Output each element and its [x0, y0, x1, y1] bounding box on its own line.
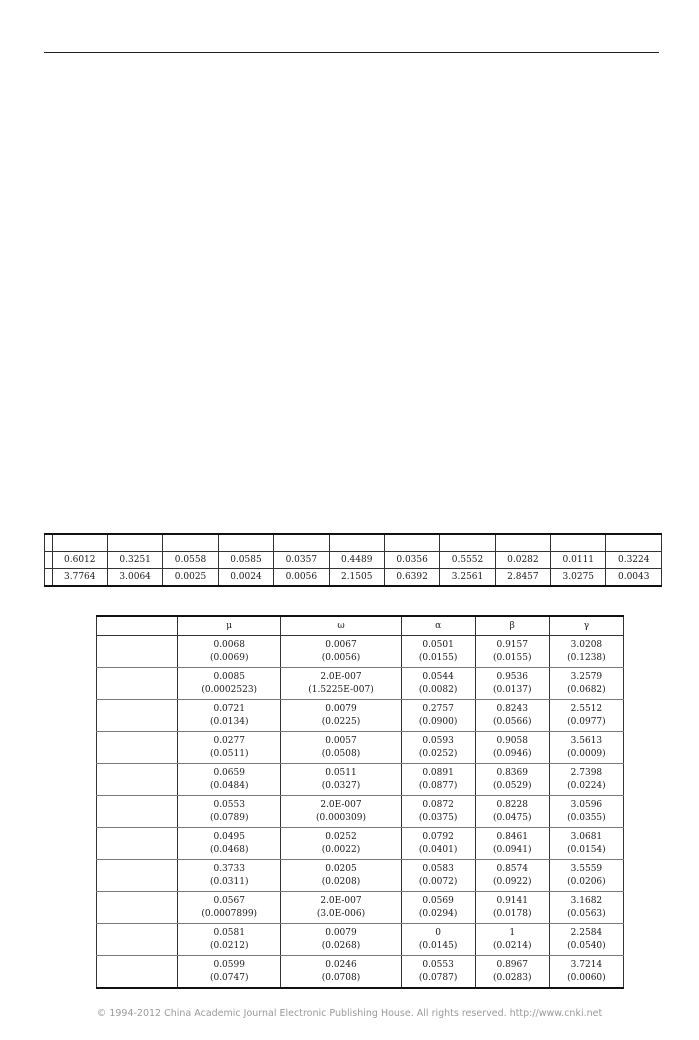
- estimate-value: 0.0277: [213, 735, 245, 746]
- table1-cell: 0.0356: [384, 552, 439, 569]
- table2-cell: [178, 796, 281, 828]
- table2-cell: [549, 732, 623, 764]
- table2-cell: [549, 764, 623, 796]
- text-line: [44, 92, 659, 109]
- standard-error-value: (0.0922): [492, 876, 532, 887]
- standard-error-value: (0.0900): [418, 716, 458, 727]
- table2-cell: [281, 764, 401, 796]
- table2-cell: [549, 892, 623, 924]
- estimate-value: 0.0079: [325, 927, 357, 938]
- table1-cell: 3.2561: [440, 569, 495, 587]
- table2-cell: [401, 764, 475, 796]
- table2-cell: [281, 700, 401, 732]
- table2-cell: [281, 796, 401, 828]
- table1-cell: 0.0043: [606, 569, 662, 587]
- table1-cell: 3.0275: [551, 569, 606, 587]
- standard-error-value: (0.0708): [321, 972, 361, 983]
- table2-row-label: [97, 700, 178, 732]
- bullet-line: [44, 202, 659, 219]
- bullet-line: [44, 219, 659, 236]
- table2-body: [97, 636, 624, 989]
- estimate-value: 0.8369: [496, 767, 528, 778]
- table1-cell: 0.0282: [495, 552, 550, 569]
- table1-cell: 0.0025: [163, 569, 218, 587]
- table2-cell: [475, 860, 549, 892]
- estimate-value: 3.7214: [570, 959, 603, 970]
- table2-cell: [549, 924, 623, 956]
- table1-cell: 3.7764: [52, 569, 107, 587]
- standard-error-value: (0.0268): [321, 940, 361, 951]
- standard-error-value: (0.0475): [492, 812, 532, 823]
- standard-error-value: (0.0007899): [201, 908, 258, 919]
- table2-row-label: [97, 956, 178, 989]
- standard-error-value: (0.0747): [209, 972, 249, 983]
- estimate-value: 2.5512: [570, 703, 603, 714]
- table2-cell: [401, 860, 475, 892]
- table2-cell: [401, 956, 475, 989]
- paragraph-simulation-steps: [44, 136, 659, 252]
- estimate-value: 0.8228: [496, 799, 528, 810]
- standard-error-value: (0.0154): [567, 844, 606, 855]
- table1-column-header: [440, 534, 495, 552]
- table1-cell: 0.3224: [606, 552, 662, 569]
- estimate-value: 3.1682: [570, 895, 603, 906]
- standard-error-value: (0.0283): [492, 972, 532, 983]
- text-line: [44, 186, 659, 203]
- standard-error-value: (0.0072): [418, 876, 458, 887]
- table1-row-label: [45, 552, 53, 569]
- table2-cell: [178, 636, 281, 668]
- estimate-value: 0.9536: [496, 671, 528, 682]
- estimate-value: 3.5559: [570, 863, 603, 874]
- table1-column-header: [329, 534, 384, 552]
- table2-column-header: ω: [281, 616, 401, 636]
- table2-cell: [401, 924, 475, 956]
- table2-cell: [475, 796, 549, 828]
- text-line: [44, 109, 659, 126]
- table2-row-label: [97, 636, 178, 668]
- estimate-value: 0.2757: [422, 703, 454, 714]
- text-line: [44, 136, 659, 153]
- table2-cell: [549, 668, 623, 700]
- standard-error-value: (0.0401): [418, 844, 458, 855]
- table1-header-row: [45, 534, 662, 552]
- table2-cell: [549, 796, 623, 828]
- estimate-value: 0.0511: [325, 767, 357, 778]
- table2-row-label: [97, 860, 178, 892]
- table2: [96, 615, 624, 989]
- table-row: [97, 796, 624, 828]
- standard-error-value: (0.0224): [567, 780, 606, 791]
- table2-cell: [401, 732, 475, 764]
- table2-cell: [475, 700, 549, 732]
- estimate-value: 0.0583: [422, 863, 454, 874]
- table1-column-header: [384, 534, 439, 552]
- estimate-value: 0.0891: [422, 767, 454, 778]
- table2-cell: [475, 668, 549, 700]
- table1-cell: 3.0064: [107, 569, 162, 587]
- table2-row-label: [97, 796, 178, 828]
- table2-cell: [475, 828, 549, 860]
- table-row: [97, 828, 624, 860]
- paragraph-empirical-study: [44, 357, 659, 473]
- table1-cell: 0.6012: [52, 552, 107, 569]
- table2-cell: [549, 700, 623, 732]
- standard-error-value: (0.0484): [209, 780, 249, 791]
- estimate-value: 0.8574: [496, 863, 528, 874]
- estimate-value: 0.0246: [325, 959, 357, 970]
- text-line: [44, 235, 659, 252]
- table2-cell: [549, 828, 623, 860]
- table1-column-header: [52, 534, 107, 552]
- standard-error-value: (0.0069): [209, 652, 249, 663]
- table2-row-label: [97, 892, 178, 924]
- standard-error-value: (0.0206): [567, 876, 606, 887]
- table2-column-header: μ: [178, 616, 281, 636]
- standard-error-value: (0.0563): [567, 908, 606, 919]
- running-header: [44, 36, 659, 53]
- table2-cell: [281, 668, 401, 700]
- text-line: [44, 575, 659, 592]
- estimate-value: 0.0501: [422, 639, 454, 650]
- estimate-value: 2.0E-007: [320, 895, 362, 906]
- standard-error-value: (0.0375): [418, 812, 458, 823]
- table1-cell: 2.8457: [495, 569, 550, 587]
- table2-cell: [178, 732, 281, 764]
- standard-error-value: (0.0529): [492, 780, 532, 791]
- table2-row-label: [97, 924, 178, 956]
- table2-cell: [178, 924, 281, 956]
- table2-cell: [475, 892, 549, 924]
- paragraph-table2-intro: [44, 575, 659, 592]
- table1-cell: 0.6392: [384, 569, 439, 587]
- table-row: [97, 860, 624, 892]
- table1-column-header: [163, 534, 218, 552]
- table-row: [97, 892, 624, 924]
- standard-error-value: (0.0060): [567, 972, 606, 983]
- table2-row-label: [97, 668, 178, 700]
- standard-error-value: (0.0212): [209, 940, 249, 951]
- table1-column-header: [551, 534, 606, 552]
- table2-cell: [475, 956, 549, 989]
- text-line: [44, 440, 659, 457]
- standard-error-value: (0.0208): [321, 876, 361, 887]
- estimate-value: 0.0067: [325, 639, 357, 650]
- table2-cell: [178, 700, 281, 732]
- estimate-value: 0.0581: [213, 927, 245, 938]
- table2-cell: [281, 636, 401, 668]
- standard-error-value: (0.0225): [321, 716, 361, 727]
- estimate-value: 0.0252: [325, 831, 357, 842]
- table2-cell: [475, 636, 549, 668]
- estimate-value: 0.0553: [422, 959, 454, 970]
- table1-cell: 0.5552: [440, 552, 495, 569]
- table2-corner-cell: [97, 616, 178, 636]
- table1-column-header: [606, 534, 662, 552]
- table2-cell: [281, 924, 401, 956]
- table2-cell: [401, 636, 475, 668]
- estimate-value: 3.0596: [570, 799, 603, 810]
- standard-error-value: (0.0941): [492, 844, 532, 855]
- table1-column-header: [495, 534, 550, 552]
- table2-cell: [401, 796, 475, 828]
- estimate-value: 0.0567: [213, 895, 245, 906]
- standard-error-value: (0.0056): [321, 652, 361, 663]
- standard-error-value: (0.0155): [492, 652, 532, 663]
- table2-cell: [281, 732, 401, 764]
- bullet-line: [44, 169, 659, 186]
- table2-row-label: [97, 828, 178, 860]
- estimate-value: 0.0057: [325, 735, 357, 746]
- standard-error-value: (0.0977): [567, 716, 606, 727]
- estimate-value: 3.2579: [570, 671, 603, 682]
- table-row: [97, 732, 624, 764]
- table-row: [97, 924, 624, 956]
- estimate-value: 3.5613: [570, 735, 603, 746]
- standard-error-value: (0.0327): [321, 780, 361, 791]
- standard-error-value: (0.0009): [567, 748, 606, 759]
- standard-error-value: (0.0355): [567, 812, 606, 823]
- standard-error-value: (0.0137): [492, 684, 532, 695]
- table2-cell: [401, 892, 475, 924]
- estimate-value: 0.0068: [213, 639, 245, 650]
- standard-error-value: (0.0877): [418, 780, 458, 791]
- estimate-value: 0.0721: [213, 703, 245, 714]
- table2-column-header: β: [475, 616, 549, 636]
- estimate-value: 0: [435, 927, 441, 938]
- text-line: [44, 456, 659, 473]
- standard-error-value: (0.0787): [418, 972, 458, 983]
- table2-cell: [178, 668, 281, 700]
- table1-cell: 0.4489: [329, 552, 384, 569]
- standard-error-value: (0.0946): [492, 748, 532, 759]
- text-line: [44, 390, 659, 407]
- estimate-value: 2.7398: [570, 767, 603, 778]
- estimate-value: 0.8967: [496, 959, 528, 970]
- table-row: [97, 764, 624, 796]
- table2-cell: [178, 764, 281, 796]
- estimate-value: 2.0E-007: [320, 671, 362, 682]
- standard-error-value: (0.0022): [321, 844, 361, 855]
- standard-error-value: (0.0511): [209, 748, 249, 759]
- standard-error-value: (0.0789): [209, 812, 249, 823]
- estimate-value: 0.0544: [422, 671, 454, 682]
- estimate-value: 0.8243: [496, 703, 528, 714]
- standard-error-value: (0.0082): [418, 684, 458, 695]
- table1-cell: 2.1505: [329, 569, 384, 587]
- table1-cell: 0.0357: [274, 552, 329, 569]
- standard-error-value: (3.0E-006): [316, 908, 366, 919]
- estimate-value: 0.0569: [422, 895, 454, 906]
- table2-cell: [281, 860, 401, 892]
- standard-error-value: (0.0508): [321, 748, 361, 759]
- table1-corner-cell: [45, 534, 53, 552]
- estimate-value: 0.9141: [496, 895, 528, 906]
- table1-cell: 0.0056: [274, 569, 329, 587]
- table1-cell: 0.0558: [163, 552, 218, 569]
- text-line: [44, 407, 659, 424]
- text-line: [44, 357, 659, 374]
- table-row: [97, 700, 624, 732]
- table2-cell: [178, 860, 281, 892]
- estimate-value: 3.0681: [570, 831, 603, 842]
- section-title: [44, 335, 659, 352]
- standard-error-value: (0.0311): [209, 876, 249, 887]
- table1-cell: 0.3251: [107, 552, 162, 569]
- standard-error-value: (0.0252): [418, 748, 458, 759]
- table2-cell: [178, 828, 281, 860]
- table1-cell: 0.0024: [218, 569, 273, 587]
- table1-column-header: [274, 534, 329, 552]
- table2-cell: [549, 860, 623, 892]
- estimate-value: 0.0205: [325, 863, 357, 874]
- estimate-value: 3.0208: [570, 639, 603, 650]
- standard-error-value: (0.0294): [418, 908, 458, 919]
- standard-error-value: (0.0134): [209, 716, 249, 727]
- table2-header-row: [97, 616, 624, 636]
- estimate-value: 0.3733: [213, 863, 245, 874]
- standard-error-value: (0.0214): [492, 940, 532, 951]
- table1-column-header: [107, 534, 162, 552]
- table2-cell: [475, 732, 549, 764]
- standard-error-value: (0.0566): [492, 716, 532, 727]
- estimate-value: 0.0085: [213, 671, 245, 682]
- table2-cell: [475, 764, 549, 796]
- estimate-value: 0.0553: [213, 799, 245, 810]
- table2-row-label: [97, 732, 178, 764]
- standard-error-value: (0.000309): [316, 812, 366, 823]
- standard-error-value: (1.5225E-007): [308, 684, 374, 695]
- table2-cell: [549, 636, 623, 668]
- estimate-value: 0.9157: [496, 639, 528, 650]
- standard-error-value: (0.0468): [209, 844, 249, 855]
- estimate-value: 0.0659: [213, 767, 245, 778]
- table1-cell: 0.0111: [551, 552, 606, 569]
- estimate-value: 0.0079: [325, 703, 357, 714]
- text-line: [44, 374, 659, 391]
- table2-cell: [178, 892, 281, 924]
- estimate-value: 1: [509, 927, 516, 938]
- table2-cell: [401, 700, 475, 732]
- table2-cell: [281, 892, 401, 924]
- table2-column-header: γ: [549, 616, 623, 636]
- table1-cell: 0.0585: [218, 552, 273, 569]
- estimate-value: 0.0792: [422, 831, 454, 842]
- table-row: [97, 668, 624, 700]
- standard-error-value: (0.0682): [567, 684, 606, 695]
- table2-column-header: α: [401, 616, 475, 636]
- estimate-value: 0.0495: [213, 831, 245, 842]
- estimate-value: 0.8461: [496, 831, 528, 842]
- table2-cell: [178, 956, 281, 989]
- standard-error-value: (0.0155): [418, 652, 458, 663]
- table2-cell: [281, 956, 401, 989]
- standard-error-value: (0.0002523): [201, 684, 258, 695]
- estimate-value: 2.2584: [570, 927, 603, 938]
- table2-cell: [401, 828, 475, 860]
- standard-error-value: (0.0540): [567, 940, 606, 951]
- table2-row-label: [97, 764, 178, 796]
- text-line: [44, 423, 659, 440]
- table2-cell: [549, 956, 623, 989]
- standard-error-value: (0.0178): [492, 908, 532, 919]
- table-row: [45, 552, 662, 569]
- standard-error-value: (0.1238): [567, 652, 606, 663]
- table2-cell: [475, 924, 549, 956]
- table-row: [97, 636, 624, 668]
- estimate-value: 0.0872: [422, 799, 454, 810]
- table1-column-header: [218, 534, 273, 552]
- estimate-value: 0.0593: [422, 735, 454, 746]
- text-line: [44, 153, 659, 170]
- table2-cell: [281, 828, 401, 860]
- table-row: [97, 956, 624, 989]
- standard-error-value: (0.0145): [418, 940, 458, 951]
- table2-cell: [401, 668, 475, 700]
- estimate-value: 0.0599: [213, 959, 245, 970]
- estimate-value: 0.9058: [496, 735, 528, 746]
- paragraph-copula-parameters: [44, 92, 659, 125]
- section-heading: [44, 335, 659, 352]
- copyright-footer: © 1994-2012 China Academic Journal Electronic Publishing House. All rights reserved. http://www.cnki.net: [96, 1008, 603, 1019]
- estimate-value: 2.0E-007: [320, 799, 362, 810]
